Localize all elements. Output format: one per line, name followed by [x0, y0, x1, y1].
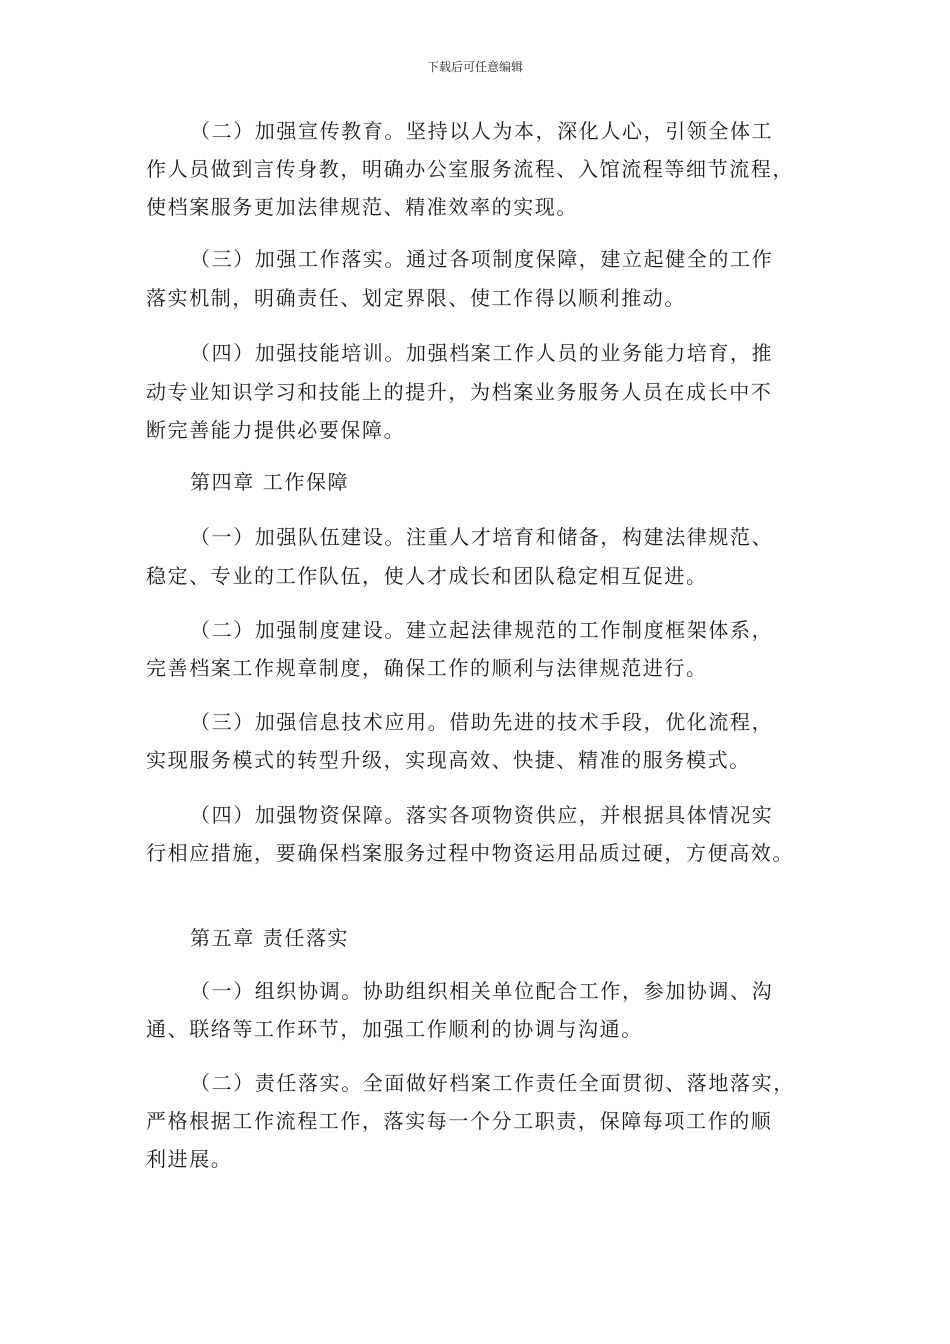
paragraph-line: 断完善能力提供必要保障。: [146, 418, 406, 442]
paragraph-line: （三）加强信息技术应用。借助先进的技术手段，优化流程，: [190, 710, 774, 734]
paragraph-line: 通、联络等工作环节，加强工作顺利的协调与沟通。: [146, 1017, 643, 1041]
paragraph-line: （一）加强队伍建设。注重人才培育和储备，构建法律规范、: [190, 525, 774, 549]
chapter-heading: 第五章 责任落实: [190, 926, 350, 950]
paragraph-line: 稳定、专业的工作队伍，使人才成长和团队稳定相互促进。: [146, 564, 708, 588]
paragraph-line: 作人员做到言传身教，明确办公室服务流程、入馆流程等细节流程，: [146, 157, 794, 181]
page-header: 下载后可任意编辑: [426, 60, 523, 74]
paragraph-line: （二）责任落实。全面做好档案工作责任全面贯彻、落地落实，: [190, 1071, 795, 1095]
chapter-heading: 第四章 工作保障: [190, 470, 350, 494]
paragraph-line: 严格根据工作流程工作，落实每一个分工职责，保障每项工作的顺: [146, 1109, 773, 1133]
paragraph-line: （一）组织协调。协助组织相关单位配合工作，参加协调、沟: [190, 979, 774, 1003]
paragraph-line: （二）加强宣传教育。坚持以人为本，深化人心，引领全体工: [190, 119, 774, 143]
paragraph-line: 完善档案工作规章制度，确保工作的顺利与法律规范进行。: [146, 656, 708, 680]
paragraph-line: 行相应措施，要确保档案服务过程中物资运用品质过硬，方便高效。: [146, 841, 794, 865]
paragraph-line: 利进展。: [146, 1147, 233, 1171]
paragraph-line: （四）加强物资保障。落实各项物资供应，并根据具体情况实: [190, 803, 774, 827]
paragraph-line: （四）加强技能培训。加强档案工作人员的业务能力培育，推: [190, 341, 774, 365]
paragraph-line: 实现服务模式的转型升级，实现高效、快捷、精准的服务模式。: [146, 748, 751, 772]
paragraph-line: （二）加强制度建设。建立起法律规范的工作制度框架体系，: [190, 618, 774, 642]
paragraph-line: （三）加强工作落实。通过各项制度保障，建立起健全的工作: [190, 247, 774, 271]
paragraph-line: 动专业知识学习和技能上的提升，为档案业务服务人员在成长中不: [146, 380, 773, 404]
paragraph-line: 使档案服务更加法律规范、精准效率的实现。: [146, 195, 578, 219]
paragraph-line: 落实机制，明确责任、划定界限、使工作得以顺利推动。: [146, 286, 686, 310]
